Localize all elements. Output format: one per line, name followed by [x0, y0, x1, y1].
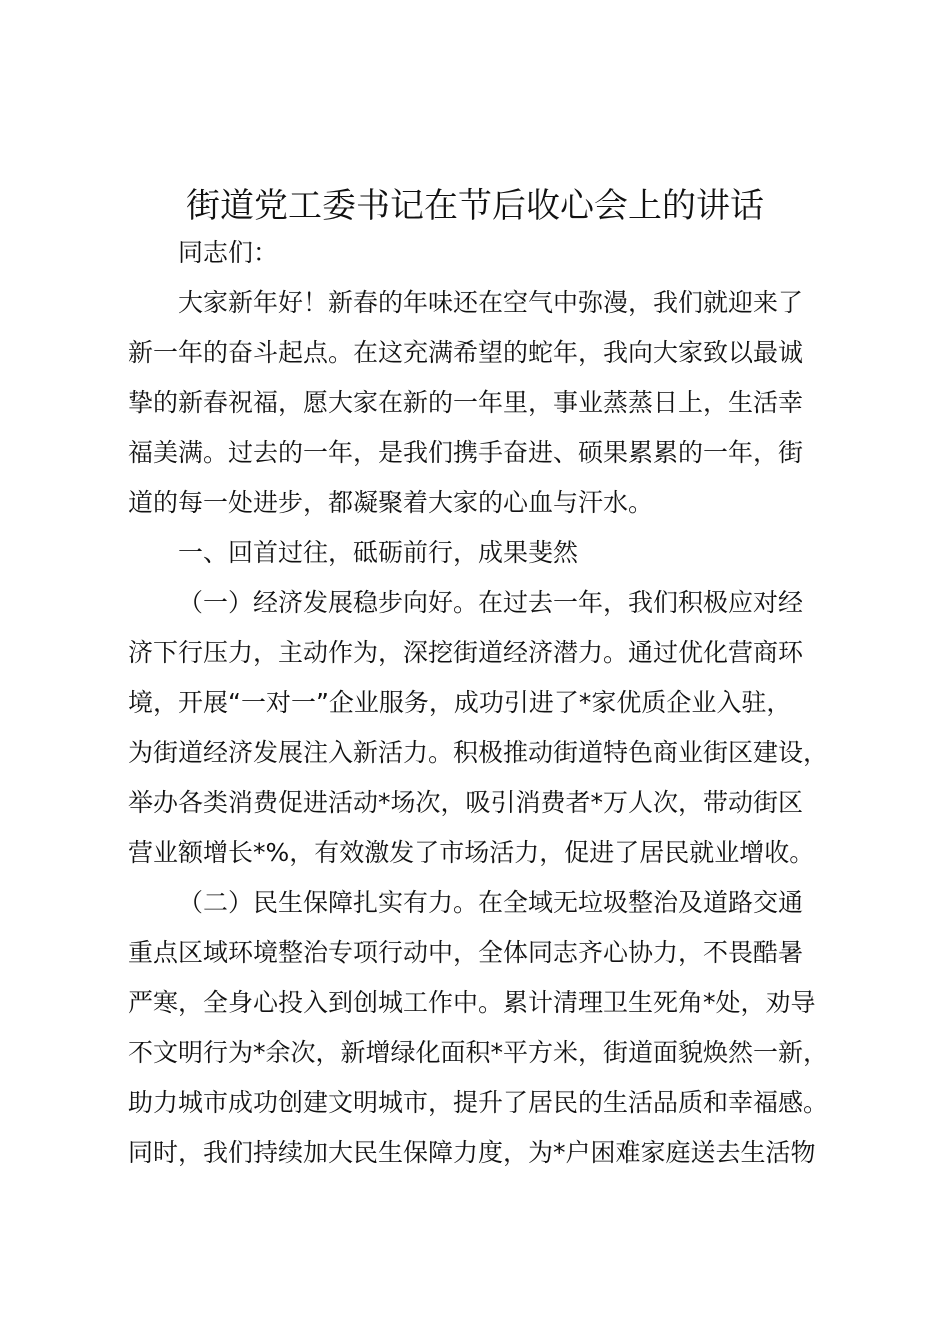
section-heading: 一、回首过往，砥砺前行，成果斐然	[178, 538, 579, 567]
paragraph-line: 营业额增长*%，有效激发了市场活力，促进了居民就业增收。	[128, 838, 815, 867]
paragraph-line: 济下行压力，主动作为，深挖街道经济潜力。通过优化营商环	[128, 638, 804, 667]
paragraph-line: 挚的新春祝福，愿大家在新的一年里，事业蒸蒸日上，生活幸	[128, 388, 804, 417]
paragraph-line: 为街道经济发展注入新活力。积极推动街道特色商业街区建设，	[128, 738, 829, 767]
paragraph-line: 新一年的奋斗起点。在这充满希望的蛇年，我向大家致以最诚	[128, 338, 804, 367]
paragraph-line: 助力城市成功创建文明城市，提升了居民的生活品质和幸福感。	[128, 1088, 829, 1117]
paragraph-line: （一）经济发展稳步向好。在过去一年，我们积极应对经	[178, 588, 804, 617]
paragraph-line: 大家新年好！新春的年味还在空气中弥漫，我们就迎来了	[178, 288, 804, 317]
paragraph-line: 重点区域环境整治专项行动中，全体同志齐心协力，不畏酷暑	[128, 938, 804, 967]
paragraph-line: 举办各类消费促进活动*场次，吸引消费者*万人次，带动街区	[128, 788, 804, 817]
paragraph-line: 同时，我们持续加大民生保障力度，为*户困难家庭送去生活物	[128, 1138, 816, 1167]
paragraph-line: （二）民生保障扎实有力。在全域无垃圾整治及道路交通	[178, 888, 804, 917]
paragraph-line: 道的每一处进步，都凝聚着大家的心血与汗水。	[128, 488, 654, 517]
paragraph-line: 不文明行为*余次，新增绿化面积*平方米，街道面貌焕然一新，	[128, 1038, 829, 1067]
paragraph-line: 境，开展“一对一”企业服务，成功引进了*家优质企业入驻，	[128, 688, 792, 717]
salutation-line: 同志们：	[178, 238, 279, 267]
document-title: 街道党工委书记在节后收心会上的讲话	[186, 186, 764, 226]
document-body	[128, 228, 828, 1178]
paragraph-line: 福美满。过去的一年，是我们携手奋进、硕果累累的一年，街	[128, 438, 804, 467]
paragraph-line: 严寒，全身心投入到创城工作中。累计清理卫生死角*处，劝导	[128, 988, 816, 1017]
